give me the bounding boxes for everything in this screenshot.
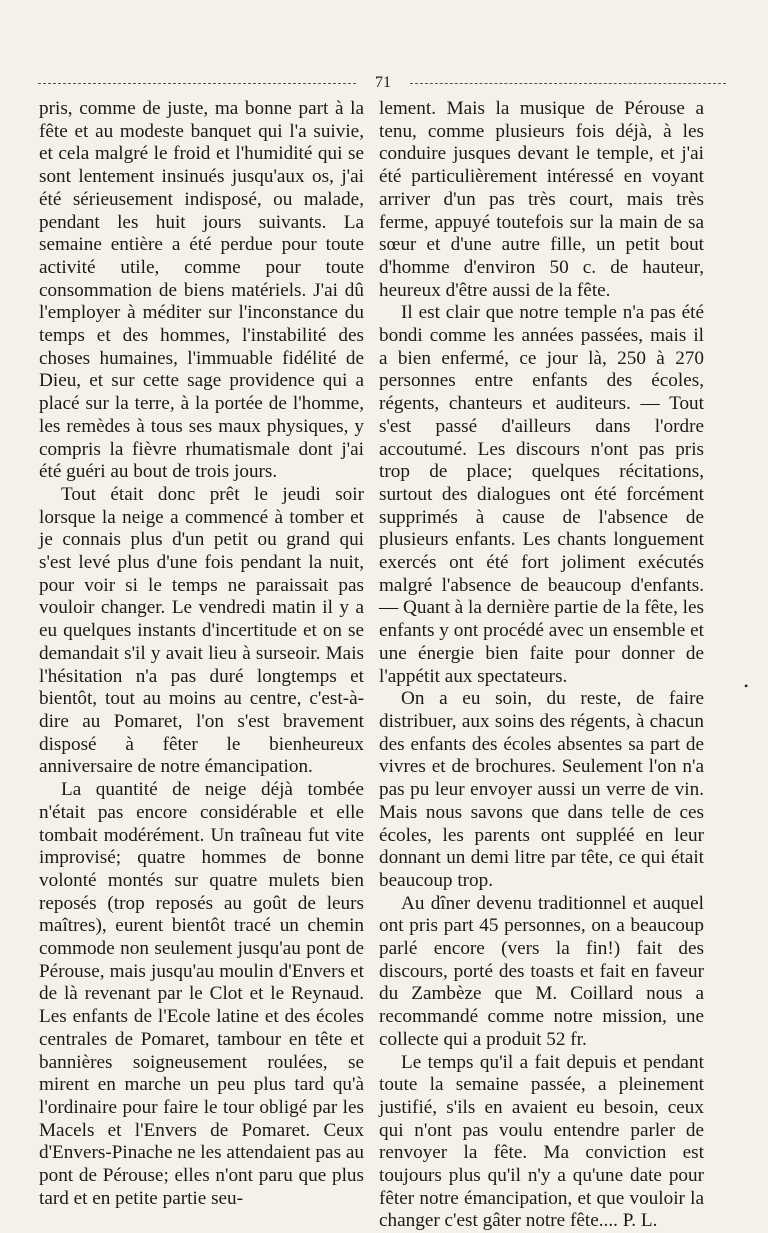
signature: P. L. — [622, 1210, 658, 1232]
paragraph-text: Le temps qu'il a fait depuis et pendant toute la semaine passée, a pleinement justifié, s'ils en avaient eu besoin, ceux qui n'ont pas voulu entendre parler de renvoyer la fête. Ma conviction est toujours plus qu'il n'y a qu'une date pour fêter notre émancipation, et que vouloir la changer c'est gâter notre fête.... — [379, 1051, 704, 1232]
paragraph: On a eu soin, du reste, de faire distribuer, aux soins des régents, à chacun des enfants des écoles absentes sa part de vivres et de brochures. Seulement l'on n'a pas pu leur envoyer aussi un verre de vin. Mais nous savons que dans telle de ces écoles, les parents ont suppléé en leur donnant un demi litre par tête, ce qui était beaucoup trop. — [379, 688, 704, 891]
right-column — [379, 98, 704, 1233]
paragraph: Au dîner devenu traditionnel et auquel ont pris part 45 personnes, on a beaucoup parlé encore (vers la fin!) fait des discours, porté des toasts et fait en faveur du Zambèze que M. Coillard nous a recommandé comme notre mission, une collecte qui a produit 52 fr. — [379, 892, 704, 1050]
paragraph: Il est clair que notre temple n'a pas été bondi comme les années passées, mais il a bien enfermé, ce jour là, 250 à 270 personnes entre enfants des écoles, régents, chanteurs et auditeurs. — Tout s'est passé d'ailleurs dans l'ordre accoutumé. Les discours n'ont pas pris trop de place; quelques récitations, surtout des dialogues ont été forcément supprimés à cause de l'absence de plusieurs enfants. Les chants longuement exercés ont été fort joliment exécutés malgré l'absence de beaucoup d'enfants. — Quant à la dernière partie de la fête, les enfants y ont procédé avec un ensemble et une énergie bien faite pour donner de l'appétit aux spectateurs. — [379, 302, 704, 687]
page-header — [38, 72, 726, 94]
left-column — [39, 98, 364, 1210]
paragraph-with-signature — [379, 1052, 704, 1233]
paragraph: pris, comme de juste, ma bonne part à la fête et au modeste banquet qui l'a suivie, et cela malgré le froid et l'humidité qui se sont lentement insinués jusqu'aux os, j'ai été sérieusement indisposé, ou malade, pendant les huit jours suivants. La semaine entière a été perdue pour toute activité utile, comme pour toute consommation de biens matériels. J'ai dû l'employer à méditer sur l'inconstance du temps et des hommes, l'instabilité des choses humaines, l'immuable fidélité de Dieu, et sur cette sage providence qui a placé sur la terre, à la portée de l'homme, les remèdes à tous ses maux physiques, y compris la fièvre rhumatismale dont j'ai été guéri au bout de trois jours. — [39, 98, 364, 483]
header-rule-right — [410, 83, 726, 84]
paragraph: La quantité de neige déjà tombée n'était pas encore considérable et elle tombait modérément. Un traîneau fut vite improvisé; quatre hommes de bonne volonté montés sur quatre mulets bien reposés (trop reposés au goût de leurs maîtres), eurent bientôt tracé un chemin commode non seulement jusqu'au pont de Pérouse, mais jusqu'au moulin d'Envers et de là revenant par le Clot et le Reynaud. Les enfants de l'Ecole latine et des écoles centrales de Pomaret, tambour en tête et bannières soigneusement roulées, se mirent en marche un peu plus tard qu'à l'ordinaire pour faire le tour obligé par les Macels et l'Envers de Pomaret. Ceux d'Envers-Pinache ne les attendaient pas au pont de Pérouse; elles n'ont paru que plus tard et en petite partie seu- — [39, 779, 364, 1209]
header-rule-left — [38, 83, 356, 84]
margin-mark: • — [744, 679, 749, 693]
paragraph: lement. Mais la musique de Pérouse a tenu, comme plusieurs fois déjà, à les conduire jusques devant le temple, et j'ai été particulièrement intéressé en voyant arriver d'un pas très court, mais très ferme, appuyé toutefois sur la main de sa sœur et d'une autre fille, un petit bout d'homme d'environ 50 c. de hauteur, heureux d'être aussi de la fête. — [379, 98, 704, 301]
page-number: 71 — [375, 74, 391, 91]
paragraph: Tout était donc prêt le jeudi soir lorsque la neige a commencé à tomber et je connais plus d'un petit ou grand qui s'est levé plus d'une fois pendant la nuit, pour voir si le temps ne paraissait pas vouloir changer. Le vendredi matin il y a eu quelques instants d'incertitude et on se demandait s'il y avait lieu à surseoir. Mais l'hésitation n'a pas duré longtemps et bientôt, tout au moins au centre, c'est-à-dire au Pomaret, l'on s'est bravement disposé à fêter le bienheureux anniversaire de notre émancipation. — [39, 483, 364, 778]
